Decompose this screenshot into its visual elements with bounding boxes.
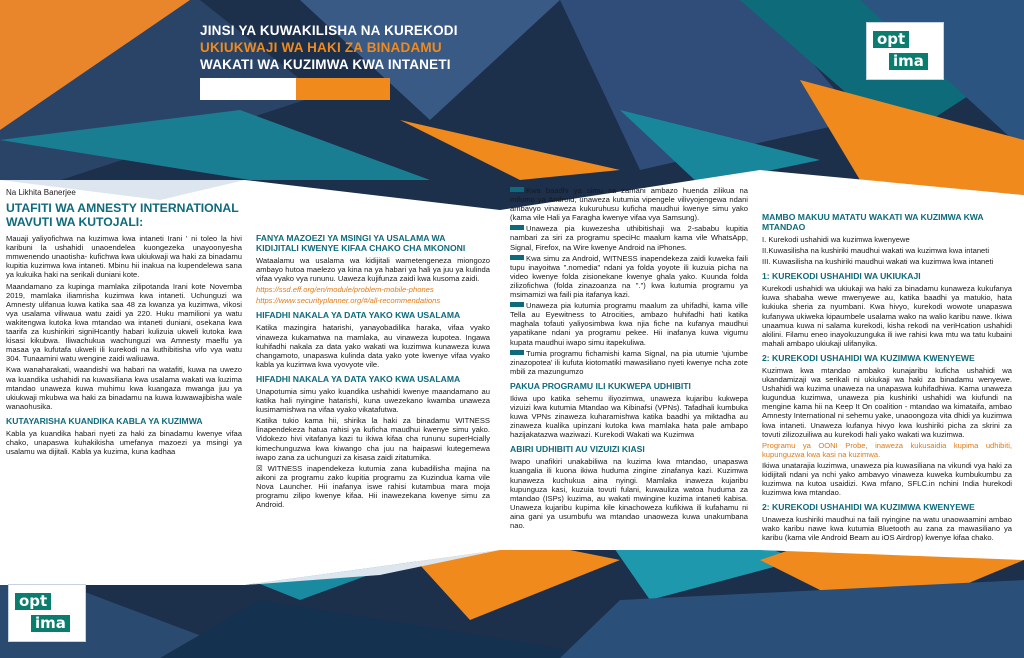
list-item: III. Kuwasilisha na kushiriki maudhui wakati wa kuzimwa kwa intaneti xyxy=(762,257,994,267)
logo-top-right xyxy=(866,22,944,80)
logo-text-top: opt xyxy=(873,31,909,48)
section-heading: HIFADHI NAKALA YA DATA YAKO KWA USALAMA xyxy=(256,310,461,321)
bullet-item xyxy=(510,224,748,251)
section-heading: PAKUA PROGRAMU ILI KUKWEPA UDHIBITI xyxy=(510,380,691,391)
paragraph: Kurekodi ushahidi wa ukiukaji wa haki za binadamu kunaweza kukufanya kuwa shabaha wewe mwenyewe au, katika baadhi ya matukio, hata kukiuka sheria za nyumbani. Kwa hivyo, kurekodi wowote unapaswa kufanywa ukiweka kipaumbele usalama wako na walio karibu nawe. Ikiwa unaamua kuwa ni salama kurekodi, kisha rekodi na veriHcation ushahidi akilini. Filamu eneo inayokuzunguka ili iwe rahisi kwa mtu wa tatu kubaini mahali ambapo ukiukaji ulifanyika. xyxy=(762,284,1012,348)
header-title xyxy=(200,22,500,73)
section-heading: 2: KUREKODI USHAHIDI WA KUZIMWA KWENYEWE xyxy=(762,502,975,513)
bullet-text: Unaweza pia kutumia programu maalum za uhifadhi, kama ville Tella au Eyewitness to Atrocities, ambazo huhifadhi hati katika maghala tofauti yaliyosimbwa kwa njia fiche na kufanya maudhui yapatikane ndani ya programu pekee. Hii inafanya kuwa vigumu kupata maudhui iwapo simu itapekuliwa. xyxy=(510,301,748,347)
logo-bottom-left xyxy=(8,584,86,642)
bullet-marker xyxy=(510,302,524,307)
paragraph: ☒ WITNESS inapendekeza kutumia zana kubadilisha majina na aikoni za programu zako kupitia programu za Kuzindua kama vile Nova Launcher. Hii inafanya iswe rahisi kutambua mara moja programu zilipo kwenye kifaa. Hii inawezekana kwenye simu za Android. xyxy=(256,463,490,510)
paragraph: Iwapo unafikiri unakabiliwa na kuzima kwa mtandao, unapaswa kuangalia ili kuona ikiwa huduma zingine zinafanya kazi. Kuzimwa kunaweza kuchukua aina nyingi. Mamlaka inaweza kujaribu kupunguza kasi, kuzuia tovuti fulani, kuwauliza watoa huduma za mtandao (ISPs) kuzima, au wakati mwingine kuzima intaneti kabisa. Unaweza kujaribu kupima kile kinachoweza kufikiwa ili kufahamu ni aina gani ya usumbufu wa mtandao unaoweza kuwa unakumbana nao. xyxy=(510,457,748,530)
article-title: UTAFITI WA AMNESTY INTERNATIONAL WAVUTI WA KUTOJALI: xyxy=(6,201,239,230)
header-line-1: JINSI YA KUWAKILISHA NA KUREKODI xyxy=(200,23,458,38)
bullet-marker xyxy=(510,225,524,230)
section-heading: KUTAYARISHA KUANDIKA KABLA YA KUZIMWA xyxy=(6,415,203,426)
logo-text-top: opt xyxy=(15,593,51,610)
paragraph: Katika tukio kama hii, shirika la haki za binadamu WITNESS linapendekeza hatua rahisi ya kuficha maudhui kwenye simu yako. Vidokezo hivi vitafanya kazi tu ikiwa kifaa cha rununu superHcially kimechunguzwa kwa kiwango cha juu na haipaswi kutegemewa iwapo zana za uchunguzi za kisasa zaidi zitatumika. xyxy=(256,416,490,462)
bullet-item xyxy=(510,349,748,376)
section-heading: HIFADHI NAKALA YA DATA YAKO KWA USALAMA xyxy=(256,373,461,384)
list-item: II.Kuwasilisha na kushiriki maudhui wakati wa kuzimwa kwa intaneti xyxy=(762,246,990,256)
column-1 xyxy=(6,188,242,458)
bullet-item xyxy=(510,301,748,346)
section-heading: FANYA MAZOEZI YA MSINGI YA USALAMA WA KIDIJITALI KWENYE KIFAA CHAKO CHA MKONONI xyxy=(256,233,466,253)
section-heading: 1: KUREKODI USHAHIDI WA UKIUKAJI xyxy=(762,271,921,282)
paragraph: Unaweza kushiriki maudhui na faili nyingine na watu unaowaamini ambao wako karibu nawe kwa kutumia Bluetooth au zana za mawasiliano ya karibu (kama vile Android Beam au iOS Airdrop) kwenye kifaa chako. xyxy=(762,515,1012,543)
header-line-3: WAKATI WA KUZIMWA KWA INTANETI xyxy=(200,57,451,72)
bullet-marker xyxy=(510,187,524,192)
bullet-text: Tumia programu fichamishi kama Signal, na pia utumie 'ujumbe zinazopotea' ili kufuta kiotomatiki mawasiliano nyeti kwenye ncha zote mbili za mazungumzo xyxy=(510,348,748,376)
header-bar-orange xyxy=(296,78,390,100)
paragraph: Ikiwa unatarajia kuzimwa, unaweza pia kuwasiliana na vikundi vya haki za kidijitali ndani ya nchi yako ambavyo vinaweza kuweka kumbukumbu za kuzimwa na kutoa usaidizi. Kwa mfano, SFLC.in nchini India hurekodi kuzimwa kwa mtandao. xyxy=(762,460,1012,498)
paragraph: Wataalamu wa usalama wa kidijitali wametengeneza miongozo ambayo hutoa maelezo ya kina na ya habari ya hali ya juu ya kulinda vifaa vyako vya rununu. Uaweza kujifunza zaidi kwa kusoma zaidi. xyxy=(256,256,490,284)
bullet-item xyxy=(510,254,748,299)
bullet-text: Kwa simu za Android, WITNESS inapendekeza zaidi kuweka faili tupu inayoitwa ".nomedia" ndani ya folda yoyote ili kuzuia picha na video kwenye folda zisionekane kwenye ghala yako. Kuunda folda zilizofichwa (folda zinazoanza na ".") kwa kutumia programu ya msimamizi wa faili pia itafanya kazi. xyxy=(510,253,748,300)
bullet-marker xyxy=(510,350,524,355)
list-item: I. Kurekodi ushahidi wa kuzimwa kwenyewe xyxy=(762,235,910,244)
section-heading: ABIRI UDHIBITI AU VIZUIZI KIASI xyxy=(510,444,645,455)
column-2 xyxy=(256,228,490,511)
bullet-text: Unaweza pia kuwezesha uthibitishaji wa 2-sababu kupitia nambari za siri za programu speciHc maalum kama vile WhatsApp, Signal, Firefox, na Wire kwenye Android na iPhones. xyxy=(510,224,748,252)
section-heading: MAMBO MAKUU MATATU WAKATI WA KUZIMWA KWA MTANDAO xyxy=(762,212,984,232)
column-3 xyxy=(510,186,748,532)
paragraph: Unapotumia simu yako kuandika ushahidi kwenye maandamano au katika hali nyingine hatarishi, kuna uwezekano kwamba unaweza kusimamishwa na vifaa vyako vikatafutwa. xyxy=(256,386,490,415)
paragraph: Kuzimwa kwa mtandao ambako kunajaribu kuficha ushahidi wa ukandamizaji wa serikali ni ukiukaji wa haki za binadamu wenyewe. Ushahidi wa kuzima unaweza na unapaswa kuhifadhiwa. Kama unaweza kugundua kuzimwa, unaweza pia kushiriki ushahidi wa kiufundi na mengine kama hii na Keep It On coalition - mtandao wa kimataifa, ambao Amnesty International ni sehemu yake, unaoongoza vita dhidi ya kuzimwa kwa intaneti. Unaweza kufanya hivyo kwa kushiriki picha za skrini za tovuti zilizozuiliwa au kurekodi hali yako wakati wa kuzimwa. xyxy=(762,365,1012,439)
column-4 xyxy=(762,212,1012,545)
header-bar-white xyxy=(200,78,296,100)
paragraph: Ikiwa upo katika sehemu iliyozimwa, unaweza kujaribu kukwepa vizuizi kwa kutumia Mtandao wa Kibinafsi (VPNs). Tafadhali kumbuka kuwa VPNs zinaweza kuharamishwa katika baadhi ya miktadha au zinaweza kualika upinzani kutoka kwa mamlaka hata pale ambapo hazijakatazwa waziwazi. Kurekodi Wakati wa Kuzimwa xyxy=(510,393,748,440)
logo-text-bottom: ima xyxy=(31,615,70,632)
bullet-text: Kwa baadhi ya simu za zamani ambazo huenda zilikua na mifumo ya Android, unaweza kutumia vipengele vilivyojengewa ndani ambavyo vinaweza kukuruhusu kuficha maudhui kwenye simu yako (kama vile Hali ya Faragha kwenye vifaa vya Samsung). xyxy=(510,186,748,223)
bullet-marker xyxy=(510,255,524,260)
highlight-paragraph: Programu ya OONI Probe, inaweza kukusaidia kupima udhibiti, kupunguzwa kwa kasi na kuzimwa. xyxy=(762,440,1012,459)
link-eff[interactable]: https://ssd.eff.org/en/module/problem-mobile-phones xyxy=(256,285,434,295)
logo-text-bottom: ima xyxy=(889,53,928,70)
paragraph: Maandamano za kupinga mamlaka zilipotanda Irani kote Novemba 2019, mamlaka iliamrisha kuzimwa kwa intaneti. Uchunguzi wa Amnesty ulifanua kuwa katika saa 48 za kwanza ya kuzimwa, vikosi vya usalama viliwaua watu zaidi ya 220. Huku mamilioni ya watu wakitengwa kutoka kwa mtandao wa intaneti duniani, osekana kwa taarifa za kushirikiri signiHcantly habari kulizuia ukweli kutoka kwa kisasi kikubwa. Iliwachukua wachunguzi wa Amnesty maelfu ya masaa ya kufutafa ukweli ili kurekodi na kuthibitisha vifo vya watu 304. Tunaamini watu wengine zaidi waliuawa. xyxy=(6,281,242,364)
bullet-item xyxy=(510,186,748,222)
paragraph: Kwa wanaharakati, waandishi wa habari na watafiti, kuwa na uwezo wa kuandika ushahidi na kuwasiliana kwa usalama wakati wa kuzima mtandao unaweza kuwa muhimu kwa kuangaza mwanga juu ya ukiukwaji mkubwa wa haki za binadamu na kuwa kuwawajibisha wale wanaohusika. xyxy=(6,365,242,411)
byline: Na Likhita Banerjee xyxy=(6,188,76,197)
link-securityplanner[interactable]: https://www.securityplanner.org/#/all-recommendations xyxy=(256,296,441,306)
paragraph: Mauaji yaliyofichwa na kuzimwa kwa intaneti Irani ' ni toleo la hivi karibuni la ushahidi unaoendelea kuongezeka unayoonyesha mmwenendo unaotisha- kufichwa kwa ukiukwaji wa haki za binadamu kupitia kuzimwa kwa intaneti. Mbinu hii inakua na kupendelewa sana ya kukuika haki na serikali duniani kote. xyxy=(6,234,242,280)
paragraph: Kabla ya kuandika habari nyeti za haki za binadamu kwenye vifaa chako, unapaswa kuhakikisha umefanya mazoezi ya msingi ya usalamu wa dijitali. Kabla ya kuzima, kuna kadhaa xyxy=(6,428,242,457)
paragraph: Katika mazingira hatarishi, yanayobadilika haraka, vifaa vyako vinaweza kukamatwa na mamlaka, au vinaweza kupotea. Ingawa kuhifadhi nakala za data yako wakati wa kuzimwa kunaweza kuwa changamoto, unapaswa kulinda data yako yote kwenye vifaa vyako kabla ya kuzimwa kwa vyovyote vile. xyxy=(256,323,490,369)
header-line-2: UKIUKWAJI WA HAKI ZA BINADAMU xyxy=(200,40,442,55)
section-heading: 2: KUREKODI USHAHIDI WA KUZIMWA KWENYEWE xyxy=(762,352,975,363)
